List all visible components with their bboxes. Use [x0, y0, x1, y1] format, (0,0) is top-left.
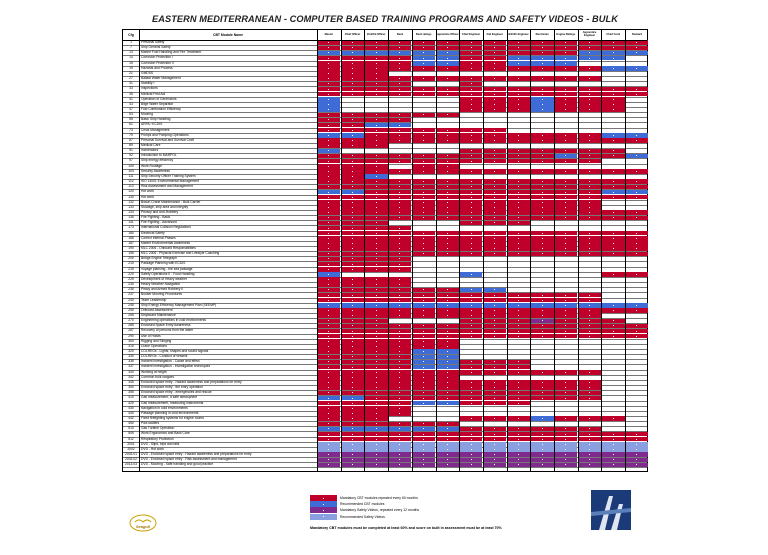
- module-code: 100: [128, 163, 134, 168]
- module-code: 13: [129, 50, 133, 55]
- module-name: Corrosion Protection I: [141, 55, 173, 60]
- module-name: Medical Care: [141, 143, 161, 147]
- module-code: 442: [128, 415, 134, 420]
- module-code: 355: [128, 390, 134, 395]
- module-code: 300: [128, 338, 134, 343]
- rank-header: Apprentice Officer: [436, 32, 459, 36]
- rank-header: Chief Cook: [606, 32, 621, 36]
- legend-item: [310, 507, 560, 513]
- module-code: 2003.02: [125, 457, 137, 462]
- module-code: 320: [128, 349, 134, 353]
- module-name: Heavy Weather Navigation: [141, 282, 181, 287]
- module-name: Enclosed Space Entry Awareness: [141, 323, 191, 328]
- module-name: DVD - Hot work: [141, 446, 164, 451]
- module-name: Development of Heavy weather: [141, 276, 187, 281]
- module-code: 73: [129, 127, 133, 132]
- module-name: Shipboard Maintenance: [141, 312, 176, 317]
- module-name: Ship Energy Efficiency Management Plan (SEEMP): [141, 302, 217, 307]
- module-code: 31: [129, 81, 133, 86]
- module-code: 14: [129, 55, 133, 60]
- module-name: International Collision Regulations: [141, 225, 191, 230]
- module-code: 350: [128, 385, 134, 390]
- module-name: DVD - Slips, trips and falls: [141, 441, 180, 446]
- module-code: 250: [128, 307, 134, 312]
- module-name: Enclosed space entry - emergencies and rescue: [141, 390, 212, 395]
- module-code: 505: [128, 431, 134, 436]
- module-name: COLREGs - Lights, shapes and sound signals: [141, 349, 209, 353]
- module-name: ISO 14001 Environmental Management: [141, 179, 199, 184]
- module-code: 180: [128, 230, 134, 235]
- module-code: 132: [128, 199, 134, 204]
- module-code: 240: [128, 297, 134, 302]
- module-name: MLC 2006 - Onboard Responsibilities: [141, 246, 196, 250]
- module-code: 215: [128, 266, 134, 271]
- module-name: Bilge Water Separator: [141, 101, 174, 106]
- module-name: Fire Fighting - Advanced: [141, 220, 177, 225]
- module-code: 89: [129, 143, 133, 147]
- module-code: 512: [128, 436, 134, 441]
- module-name: Personal Survival and Survival Craft: [141, 137, 194, 142]
- module-name: Medical First Aid: [141, 91, 166, 96]
- module-name: Marine Environmental Awareness: [141, 240, 191, 245]
- module-name: Personal Safety: [141, 40, 165, 44]
- module-name: COLREGs - Conduct of vessels: [141, 354, 188, 359]
- legend-label: Recommended Safety Videos: [340, 514, 385, 519]
- module-name: Respiratory Protection: [141, 436, 174, 441]
- module-code: 187: [128, 240, 134, 245]
- module-code: 92: [129, 153, 133, 158]
- module-code: 2001: [127, 441, 135, 446]
- rank-header: Deck: [396, 32, 404, 36]
- legend-item: [310, 514, 560, 520]
- legend-swatch: [310, 507, 337, 513]
- module-name: Risk Assessment and Management: [141, 184, 193, 189]
- module-code: 185: [128, 235, 134, 240]
- module-name: Use of Hoists: [141, 333, 161, 338]
- module-code: 190: [128, 246, 134, 250]
- code-column-header: Cfg: [128, 33, 134, 37]
- module-name: Incident investigation - Investigation techniques: [141, 364, 211, 369]
- module-code: 245: [128, 302, 134, 307]
- module-code: 420: [128, 400, 134, 405]
- module-code: 87: [129, 137, 133, 142]
- module-name: Incinerators: [141, 148, 159, 153]
- ship-bow-icon: [591, 490, 631, 530]
- module-code: 33: [129, 86, 133, 91]
- seagull-logo: [129, 514, 157, 532]
- module-code: 97: [129, 158, 133, 163]
- module-name: DVD - Enclosed space entry - Hazard awareness and preparations for entry: [141, 452, 252, 456]
- rank-header: 2nd Engineer: [486, 32, 503, 36]
- rank-header: Chief Officer: [344, 32, 361, 36]
- module-name: Engineering operations in cold environments: [141, 318, 207, 323]
- module-name: ARPA / ECDIS: [141, 122, 163, 127]
- module-name: Incident investigation - Cause and effect: [141, 359, 200, 364]
- module-column-header: CBT Module Name: [213, 33, 243, 37]
- module-code: 79: [129, 132, 133, 137]
- module-name: Team Leadership: [141, 297, 167, 302]
- module-name: Ship General Safety: [141, 45, 171, 50]
- module-code: 430: [128, 405, 134, 410]
- rank-header: Steward: [631, 32, 642, 36]
- module-code: 27: [129, 76, 133, 81]
- module-code: 195: [128, 251, 134, 256]
- module-name: MLC 2006 - Physical Exercise and Lifestyle Coaching: [141, 251, 220, 256]
- module-name: Pilot ladders: [141, 421, 160, 426]
- module-name: Corrosion Protection II: [141, 60, 174, 65]
- legend-swatch: [310, 495, 337, 501]
- legend-label: Recommended CBT modules: [340, 502, 385, 507]
- module-code: 340: [128, 369, 134, 374]
- module-name: Voyage planning - the sea passage: [141, 266, 193, 271]
- module-name: Security Awareness: [141, 168, 170, 173]
- module-name: Crane Operations: [141, 343, 168, 348]
- module-name: Gas measurement, measuring instruments: [141, 400, 204, 405]
- module-name: Correct Internal Phases: [141, 235, 176, 240]
- legend-label: Mandatory CBT modules repeated every 60 months: [340, 496, 418, 500]
- module-name: Fire Fighting - Basic: [141, 215, 171, 220]
- module-name: Navigation in cold environments: [141, 405, 188, 410]
- module-code: 1: [130, 40, 132, 44]
- training-matrix: [122, 29, 648, 472]
- module-code: 510: [128, 426, 134, 431]
- module-code: 330: [128, 354, 134, 359]
- module-code: 103: [128, 168, 134, 173]
- module-name: Basic Ship Handling: [141, 117, 171, 122]
- module-name: Introduction to MARPOL: [141, 153, 177, 158]
- module-name: Passage Planning with ECDIS: [141, 261, 186, 266]
- module-code: 134: [128, 209, 134, 214]
- module-name: Working at height: [141, 369, 167, 374]
- module-code: 255: [128, 312, 134, 317]
- module-code: 270: [128, 318, 134, 323]
- module-name: Recovery of persons from the water: [141, 328, 194, 333]
- module-name: DVD - Enclosed space entry - Risk assessment and management: [141, 457, 237, 462]
- module-name: Mooring: [141, 112, 153, 117]
- module-code: 7: [130, 45, 132, 50]
- rank-header: Apprentice Engineer: [582, 31, 597, 37]
- module-code: 440: [128, 410, 134, 415]
- module-code: 55: [129, 117, 133, 122]
- module-code: 2013.03: [125, 462, 137, 467]
- legend-swatch: [310, 514, 337, 520]
- module-name: Rigging and Slinging: [141, 338, 172, 343]
- module-code: 53: [129, 112, 133, 117]
- module-name: Operation of Generators: [141, 96, 177, 101]
- module-code: 230: [128, 282, 134, 287]
- rank-header: Engine Ratings: [556, 32, 576, 36]
- module-code: 200: [128, 256, 134, 261]
- rank-header: Electrician: [535, 32, 549, 36]
- module-code: 450: [128, 421, 134, 426]
- module-name: Privacy and Anti-Robbery: [141, 209, 179, 214]
- module-name: Enclosed space entry - the entry operation: [141, 385, 203, 390]
- module-code: 133: [128, 204, 134, 209]
- module-code: 173: [128, 225, 134, 230]
- module-name: Work Routage: [141, 163, 163, 168]
- module-code: 225: [128, 276, 134, 281]
- module-name: Fixed firefighting systems for engine rooms: [141, 415, 204, 420]
- module-name: Stability I: [141, 81, 155, 86]
- module-code: 113: [128, 184, 134, 189]
- legend: [310, 495, 560, 525]
- module-code: 47: [129, 106, 133, 111]
- module-name: Stowage, ship area and integrity: [141, 204, 189, 209]
- module-name: Electrical Safety: [141, 230, 165, 235]
- module-code: 41: [129, 96, 133, 101]
- module-code: 287: [128, 328, 134, 333]
- rank-header: 3rd/4th Engineer: [508, 32, 529, 36]
- module-name: Fuel Combustion Efficiency: [141, 106, 181, 111]
- module-name: Crisis Management: [141, 127, 170, 132]
- module-code: 43: [129, 101, 133, 106]
- svg-text:Seagull: Seagull: [135, 524, 151, 529]
- module-code: 2003.01: [125, 452, 137, 456]
- module-code: 337: [128, 364, 134, 369]
- module-code: 141: [128, 220, 134, 225]
- module-name: Enclosed space entry - Hazard awareness and preparations for entry: [141, 379, 242, 384]
- module-name: Inspections: [141, 86, 158, 91]
- module-name: Ship energy efficiency: [141, 158, 174, 163]
- module-code: 342: [128, 374, 134, 379]
- module-name: Bosun Crane Maintenance - Bulk Carrier: [141, 199, 201, 204]
- legend-swatch: [310, 501, 337, 507]
- module-code: 112: [128, 179, 134, 184]
- rank-header: Deck ratings: [415, 32, 432, 36]
- module-code: 285: [128, 323, 134, 328]
- module-code: 335: [128, 359, 134, 364]
- module-code: 35: [129, 91, 133, 96]
- module-code: 15: [129, 60, 133, 65]
- module-name: Bunker Mooring Procedures: [141, 292, 183, 297]
- module-code: 135: [128, 215, 134, 220]
- module-name: Hazards and Process: [141, 65, 173, 70]
- legend-item: [310, 495, 560, 501]
- legend-item: [310, 501, 560, 507]
- module-name: Hot work: [141, 189, 155, 194]
- module-code: 237: [128, 292, 134, 297]
- module-code: 21: [129, 70, 133, 75]
- module-code: 91: [129, 148, 133, 153]
- rank-header: 2nd/3rd Officer: [367, 32, 386, 36]
- module-code: 19: [129, 65, 133, 70]
- module-code: 61: [129, 122, 133, 127]
- module-name: Gas Turbine Operation: [141, 426, 175, 431]
- module-name: GMDSS: [141, 70, 154, 75]
- module-name: Hot work: [141, 194, 155, 199]
- page-title: EASTERN MEDITERRANEAN - COMPUTER BASED TRAINING PROGRAMS AND SAFETY VIDEOS - BULK: [152, 14, 618, 24]
- module-name: Bridge Engine Telegraph: [141, 256, 178, 261]
- module-name: Ballast Water Management: [141, 76, 181, 81]
- module-name: Pumps and Pumping Operations: [141, 132, 189, 137]
- module-code: 345: [128, 379, 134, 384]
- module-code: 2002: [127, 446, 135, 451]
- module-code: 130: [128, 194, 134, 199]
- module-name: Safety Operations II - Food Handling: [141, 271, 195, 276]
- module-name: Ship Security Officer Training System: [141, 173, 196, 178]
- module-name: Marine Fuel Handling and Fire Treatment: [141, 50, 202, 55]
- legend-label: Mandatory Safety Videos, repeated every 12 months: [340, 508, 420, 513]
- module-name: Onboard Assessment: [141, 307, 173, 312]
- module-name: Passage planning in cold environments: [141, 410, 199, 415]
- module-name: DVD - Mooring - Safe handling and good practice: [141, 462, 214, 467]
- module-name: Work Ergonomics and Back Care: [141, 431, 190, 436]
- module-code: 290: [128, 333, 134, 338]
- module-code: 210: [128, 261, 134, 266]
- module-name: Gas measurement, a safe atmosphere: [141, 395, 198, 400]
- module-code: 120: [128, 189, 134, 194]
- footer-note: Mandatory CBT modules must be completed at least 60% and score on built in assessment must be at least 70%: [310, 526, 502, 530]
- rank-header: Master: [324, 32, 334, 36]
- module-name: Piracy and Armed Robbery II: [141, 287, 184, 292]
- module-code: 410: [128, 395, 134, 400]
- module-code: 310: [128, 343, 134, 348]
- module-code: 111: [128, 173, 134, 178]
- rank-header: Chief Engineer: [461, 32, 481, 36]
- module-name: Common bulk cargoes: [141, 374, 174, 379]
- module-code: 220: [128, 271, 134, 276]
- module-code: 235: [128, 287, 134, 292]
